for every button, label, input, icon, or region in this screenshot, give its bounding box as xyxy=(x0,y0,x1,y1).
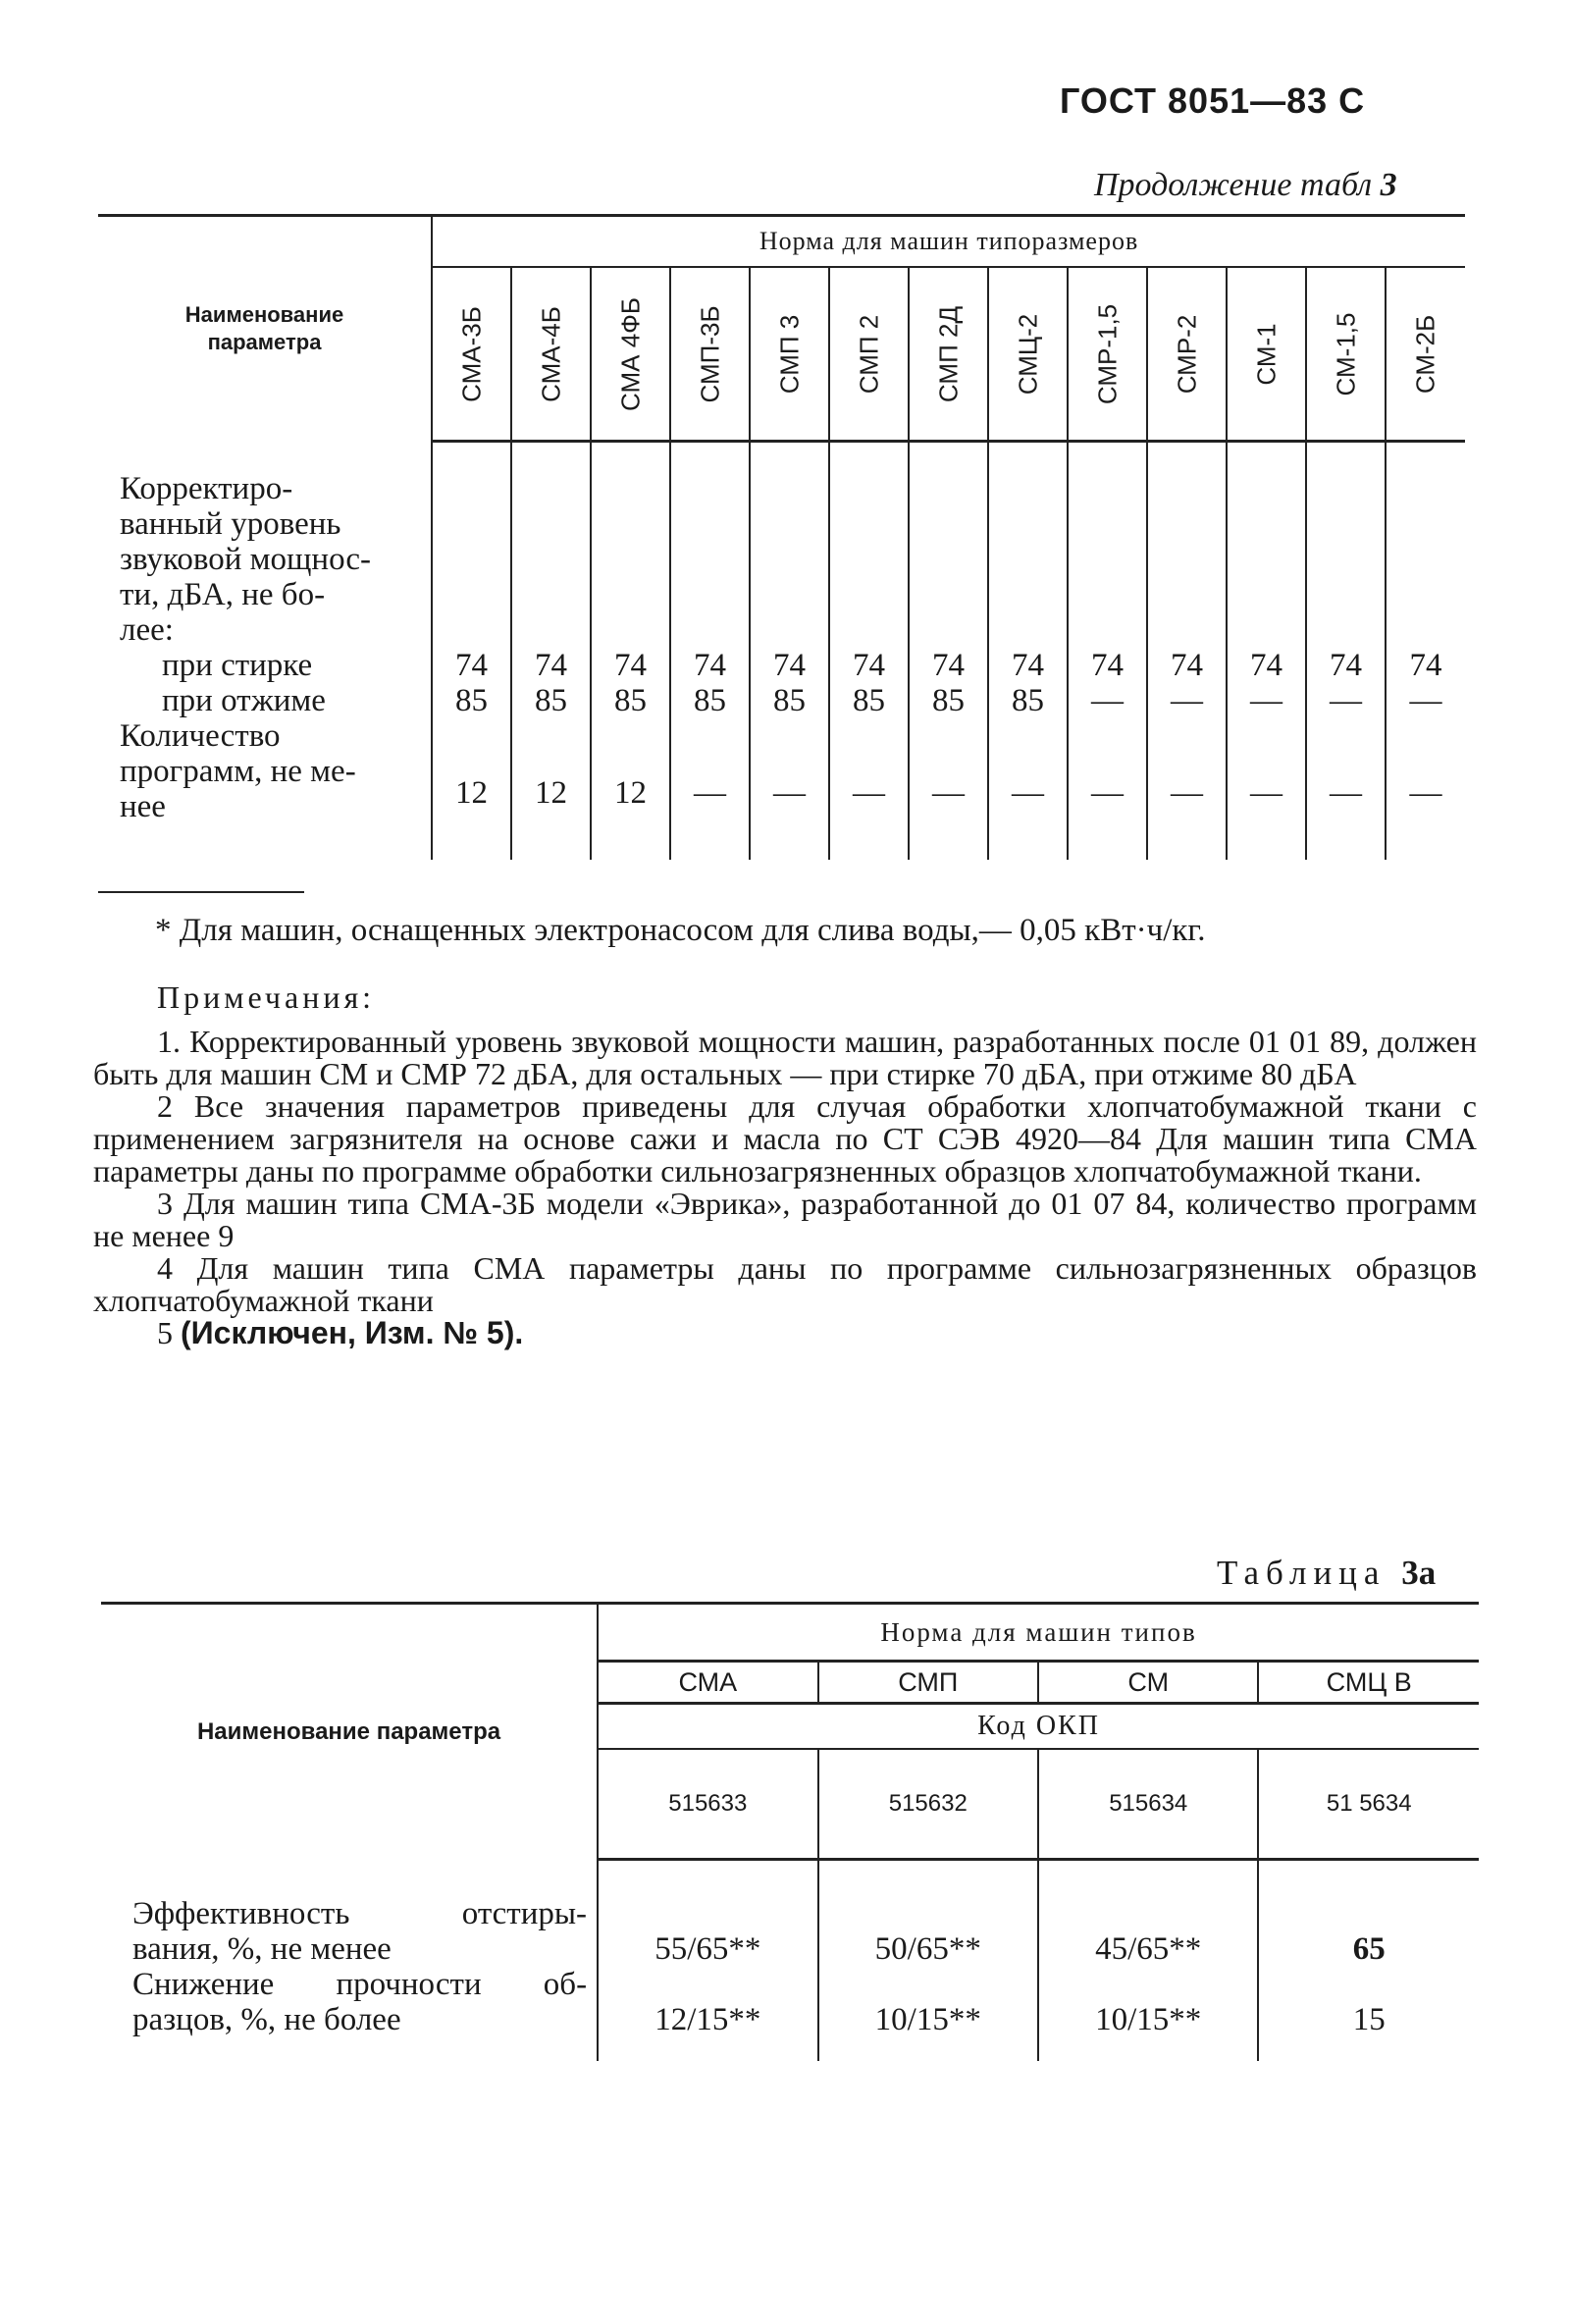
machine-type-header: СМ xyxy=(1038,1662,1258,1704)
machine-type-header: СМ-1,5 xyxy=(1306,267,1386,442)
note-item: 3 Для машин типа СМА-3Б модели «Эврика», разработанной до 01 07 84, количество программ не менее 9 xyxy=(93,1186,1477,1253)
okp-code: 515632 xyxy=(818,1749,1038,1860)
strength-loss-label: Снижение прочности об- xyxy=(132,1967,588,2002)
table-row-programs-values: 12 12 12 — — — — — — — — — — xyxy=(98,754,1465,860)
table3a-caption xyxy=(1217,1554,1436,1593)
spinning-label: при отжиме xyxy=(162,682,326,718)
machine-type-header: СМ-2Б xyxy=(1386,267,1465,442)
table-row-washing: при стирке 74 74 74 74 74 74 74 74 74 74 74 74 74 xyxy=(98,648,1465,683)
machine-type-header: СМП xyxy=(818,1662,1038,1704)
table3a xyxy=(101,1602,1479,2061)
machine-type-header: СМП-3Б xyxy=(670,267,750,442)
washing-label: при стирке xyxy=(162,647,313,683)
table-row-end xyxy=(101,2037,1479,2061)
table3a-norm-header: Норма для машин типов xyxy=(598,1604,1479,1662)
strength-loss-label-cont: разцов, %, не более xyxy=(132,2002,401,2037)
note-item: 4 Для машин типа СМА параметры даны по программе сильнозагрязненных образцов хлопчатобумажной ткани xyxy=(93,1250,1477,1318)
table3a-caption-prefix: Таблица xyxy=(1217,1554,1387,1592)
notes xyxy=(93,981,1477,1349)
footnote-rule xyxy=(98,891,304,893)
machine-type-header: СМА xyxy=(598,1662,817,1704)
table3-caption-prefix: Продолжение табл xyxy=(1094,167,1373,203)
okp-code: 515633 xyxy=(598,1749,817,1860)
note-item: 2 Все значения параметров приведены для случая обработки хлопчатобумажной ткани с применением загрязнителя на основе сажи и масла по СТ СЭВ 4920—84 Для машин типа СМА параметры даны по программе обработки сильнозагрязненных образцов хлопчатобумажной ткани. xyxy=(93,1088,1477,1188)
page-header: ГОСТ 8051—83 С xyxy=(1060,80,1366,121)
machine-type-header: СМЦ В xyxy=(1258,1662,1479,1704)
note-item: 1. Корректированный уровень звуковой мощности машин, разработанных после 01 01 89, должен быть для машин СМ и СМР 72 дБА, для остальных — при стирке 70 дБА, при отжиме 80 дБА xyxy=(93,1024,1477,1091)
wash-efficiency-label: Эффективность отстиры- xyxy=(132,1896,588,1931)
table-row-programs xyxy=(98,718,1465,754)
table3-norm-header: Норма для машин типоразмеров xyxy=(432,216,1465,268)
okp-code-header: Код ОКП xyxy=(598,1704,1479,1750)
okp-code: 515634 xyxy=(1038,1749,1258,1860)
machine-type-header: СМП 2 xyxy=(829,267,909,442)
machine-type-header: СМ-1 xyxy=(1227,267,1306,442)
table-row-strength-loss xyxy=(101,1967,1479,2002)
note-item-5: 5 (Исключен, Изм. № 5). xyxy=(157,1315,524,1350)
table-row-wash-efficiency-values: вания, %, не менее 55/65** 50/65** 45/65** 65 xyxy=(101,1931,1479,1967)
okp-code: 51 5634 xyxy=(1258,1749,1479,1860)
table3-name-header: Наименование параметра xyxy=(184,302,344,355)
table3a-caption-number: 3а xyxy=(1401,1554,1437,1592)
table-row-spinning: при отжиме 85 85 85 85 85 85 85 85 — — — — — xyxy=(98,683,1465,718)
machine-type-header: СМА-3Б xyxy=(432,267,511,442)
table3 xyxy=(98,214,1465,860)
table-row-spacer xyxy=(101,1860,1479,1897)
table-row-strength-loss-values: разцов, %, не более 12/15** 10/15** 10/15** 15 xyxy=(101,2002,1479,2037)
notes-title: Примечания: xyxy=(157,979,376,1015)
table3-caption xyxy=(1094,167,1397,204)
table3a-name-header: Наименование параметра xyxy=(196,1717,501,1745)
machine-type-header: СМП 2Д xyxy=(909,267,988,442)
wash-efficiency-label-cont: вания, %, не менее xyxy=(132,1931,392,1967)
table3-caption-number: 3 xyxy=(1380,167,1397,203)
machine-type-header: СМР-2 xyxy=(1147,267,1227,442)
table-row-wash-efficiency xyxy=(101,1896,1479,1931)
noise-level-label: Корректиро- ванный уровень звуковой мощнос- ти, дБА, не бо- лее: xyxy=(120,470,372,648)
machine-type-header: СМА-4Б xyxy=(511,267,591,442)
machine-type-header: СМЦ-2 xyxy=(988,267,1068,442)
machine-type-header: СМА 4ФБ xyxy=(591,267,670,442)
note-item-5-bold: (Исключен, Изм. № 5). xyxy=(181,1315,524,1350)
machine-type-header: СМП 3 xyxy=(750,267,829,442)
programs-label: Количество программ, не ме- нее xyxy=(120,717,356,824)
footnote: * Для машин, оснащенных электронасосом для слива воды,— 0,05 кВт·ч/кг. xyxy=(155,913,1206,948)
machine-type-header: СМР-1,5 xyxy=(1068,267,1147,442)
table-row xyxy=(98,442,1465,648)
